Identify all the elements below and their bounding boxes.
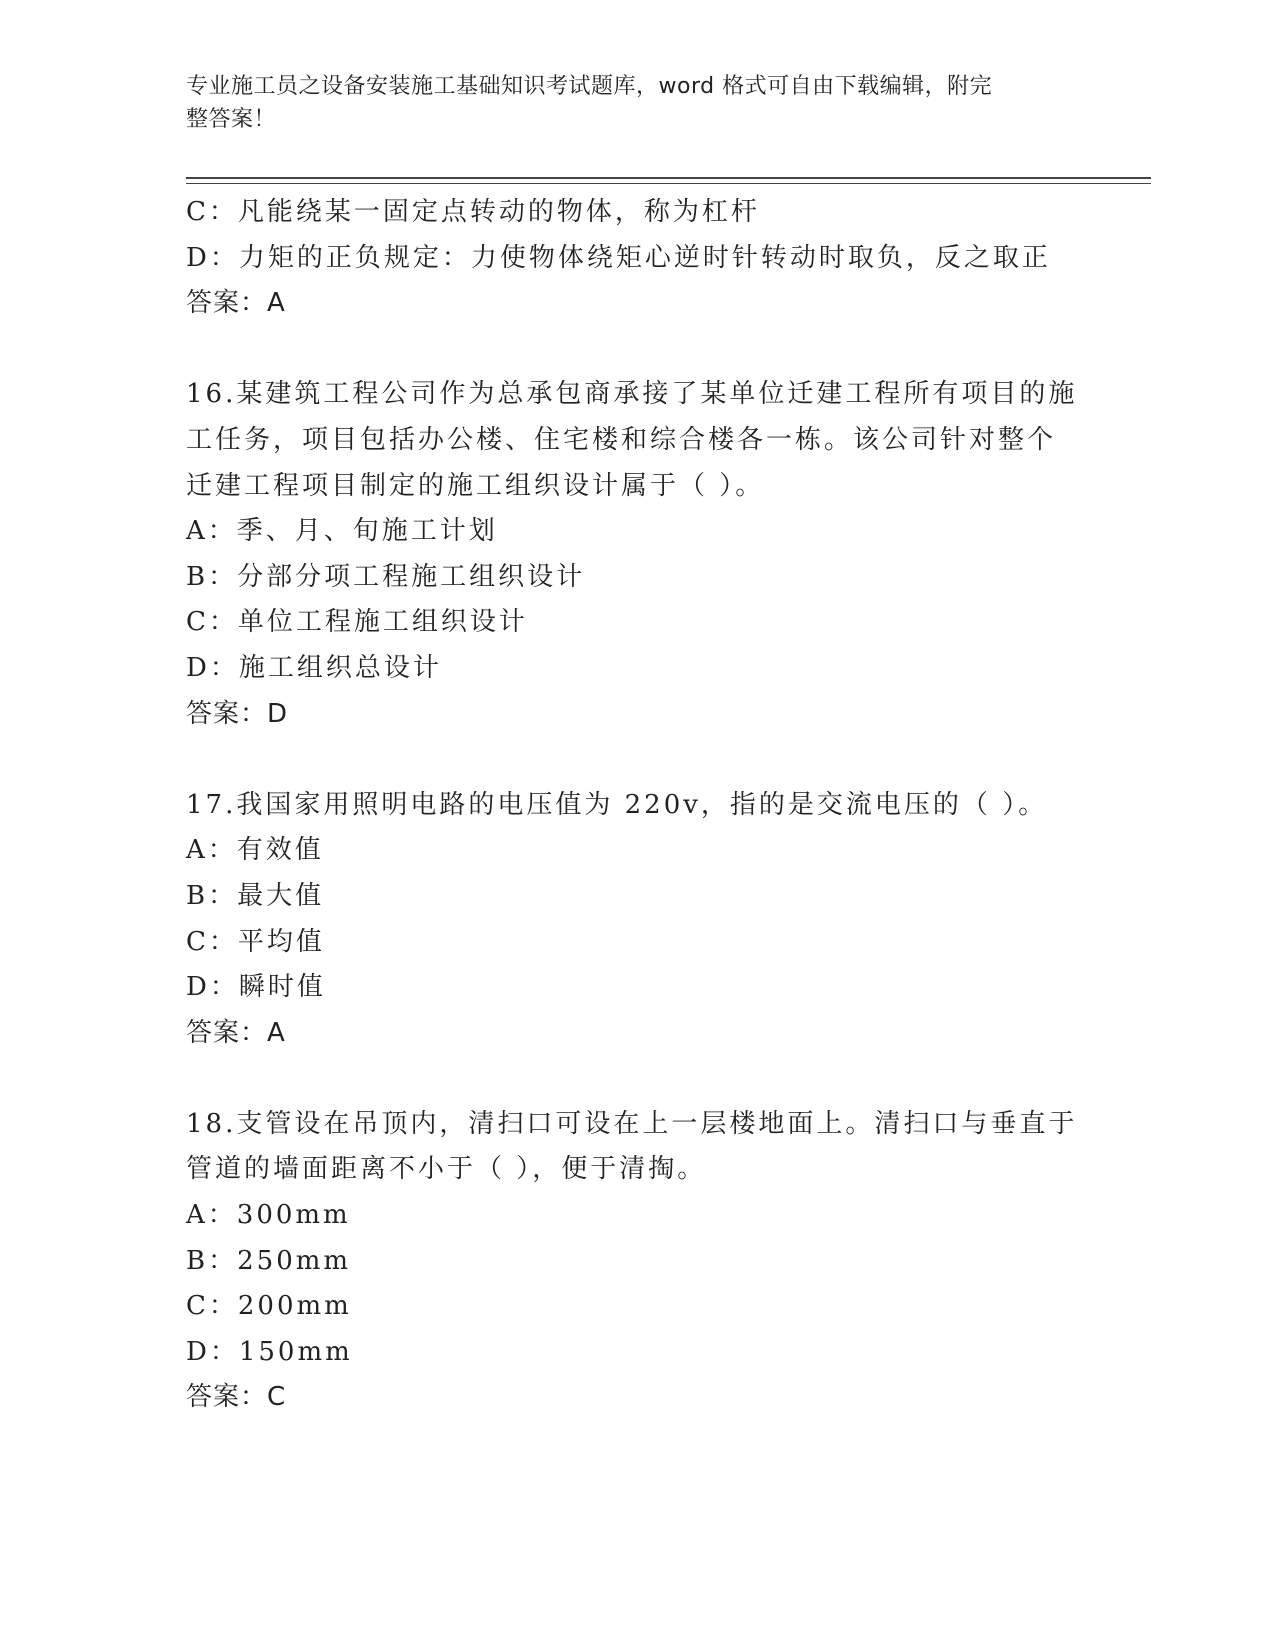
option-a: A：有效值: [186, 835, 324, 866]
document-header: [186, 70, 1066, 136]
option-c: C：200mm: [186, 1291, 352, 1322]
option-d: D：150mm: [186, 1336, 353, 1367]
answer-line: 答案：A: [186, 1017, 286, 1048]
option-d: D：施工组织总设计: [186, 652, 442, 683]
spacer: [186, 737, 1086, 783]
answer-line: 答案：A: [186, 288, 286, 319]
option-a: A：300mm: [186, 1200, 351, 1231]
partial-question: [186, 190, 1086, 327]
option-c: C：平均值: [186, 926, 325, 957]
header-line-1: 专业施工员之设备安装施工基础知识考试题库，word 格式可自由下载编辑，附完: [186, 74, 993, 99]
option-c: C：单位工程施工组织设计: [186, 607, 528, 638]
question-list: [186, 190, 1086, 1421]
question-stem-line: 17.我国家用照明电路的电压值为 220v，指的是交流电压的（ ）。: [186, 789, 1048, 820]
option-b: B：分部分项工程施工组织设计: [186, 561, 586, 592]
question-stem-line: 16.某建筑工程公司作为总承包商承接了某单位迁建工程所有项目的施: [186, 379, 1078, 410]
option-c: C：凡能绕某一固定点转动的物体，称为杠杆: [186, 197, 760, 227]
header-divider-thin: [186, 183, 1151, 184]
question-18: [186, 1102, 1086, 1421]
question-16: [186, 372, 1086, 737]
option-d: D：瞬时值: [186, 972, 326, 1003]
answer-line: 答案：C: [186, 1382, 287, 1413]
question-stem-line: 18.支管设在吊顶内，清扫口可设在上一层楼地面上。清扫口与垂直于: [186, 1108, 1078, 1139]
answer-line: 答案：D: [186, 698, 289, 729]
option-d: D：力矩的正负规定：力使物体绕矩心逆时针转动时取负，反之取正: [186, 242, 1051, 273]
question-stem-line: 迁建工程项目制定的施工组织设计属于（ ）。: [186, 470, 765, 501]
question-stem-line: 管道的墙面距离不小于（ ），便于清掏。: [186, 1154, 707, 1185]
header-divider-thick: [186, 177, 1151, 179]
header-line-2: 整答案！: [186, 107, 277, 132]
question-stem-line: 工任务，项目包括办公楼、住宅楼和综合楼各一栋。该公司针对整个: [186, 424, 1057, 455]
option-b: B：最大值: [186, 880, 325, 911]
option-a: A：季、月、旬施工计划: [186, 516, 498, 547]
option-b: B：250mm: [186, 1245, 352, 1276]
spacer: [186, 327, 1086, 373]
question-17: [186, 783, 1086, 1057]
spacer: [186, 1056, 1086, 1102]
